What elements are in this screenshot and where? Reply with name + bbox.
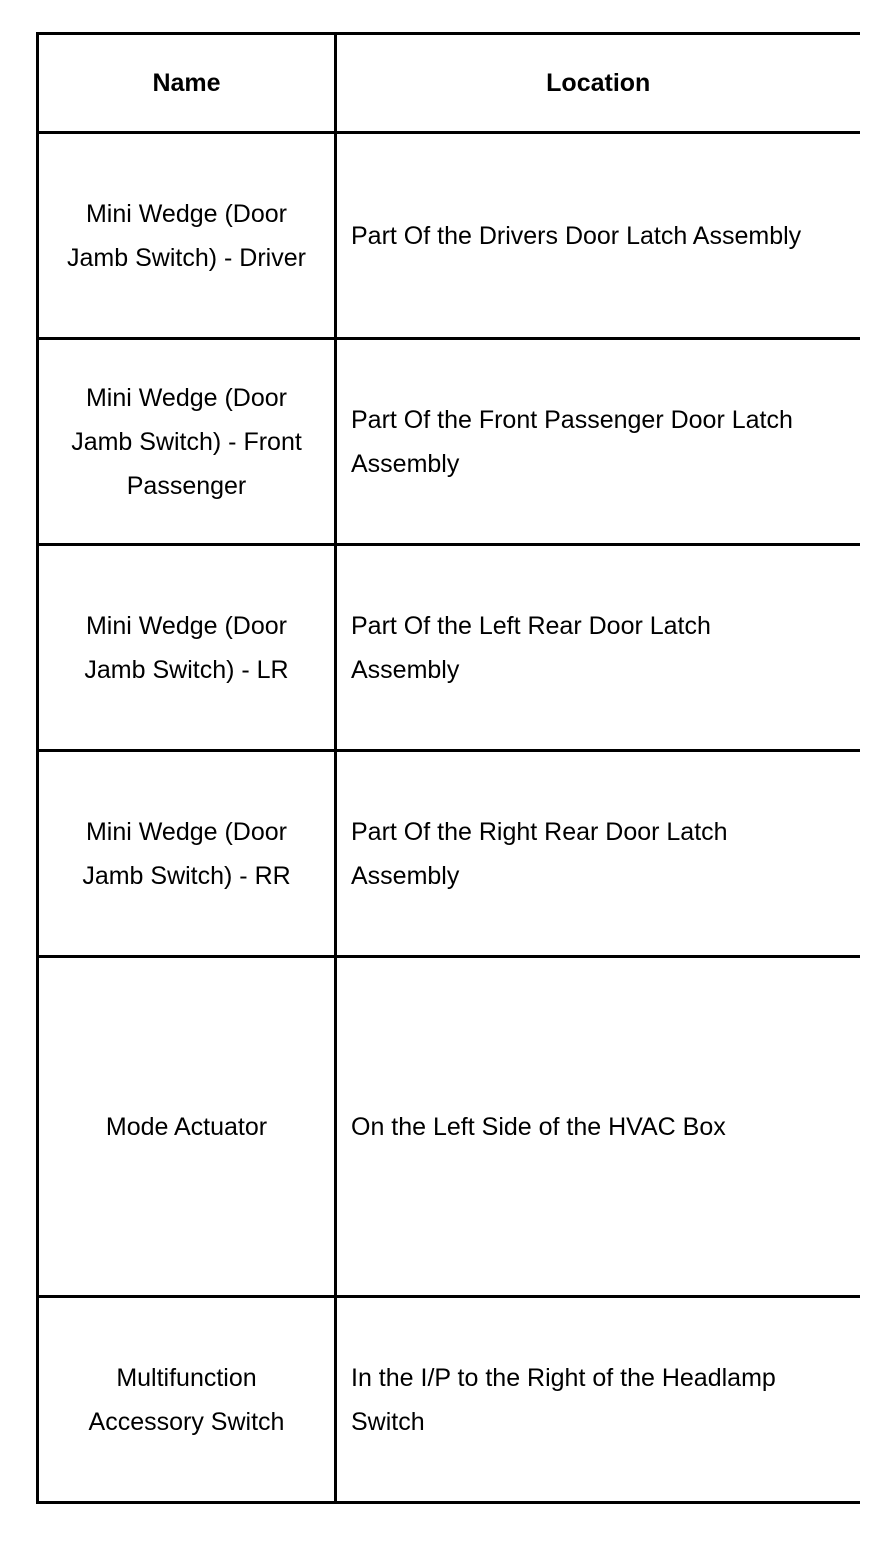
location-cell: In the I/P to the Right of the Headlamp Switch: [336, 1297, 860, 1503]
location-cell: Part Of the Left Rear Door Latch Assembly: [336, 545, 860, 751]
table-row: [38, 751, 860, 957]
name-cell: Mini Wedge (Door Jamb Switch) - Driver: [38, 133, 336, 339]
table-row: [38, 133, 860, 339]
name-column-header: Name: [38, 34, 336, 133]
table-row: [38, 339, 860, 545]
name-cell: Mini Wedge (Door Jamb Switch) - LR: [38, 545, 336, 751]
name-cell: Multifunction Accessory Switch: [38, 1297, 336, 1503]
name-cell: Mode Actuator: [38, 957, 336, 1297]
component-location-table: [36, 32, 860, 1504]
name-cell: Mini Wedge (Door Jamb Switch) - Front Passenger: [38, 339, 336, 545]
component-location-table-wrapper: [36, 32, 858, 1504]
location-column-header: Location: [336, 34, 860, 133]
name-cell: Mini Wedge (Door Jamb Switch) - RR: [38, 751, 336, 957]
header-row: [38, 34, 860, 133]
location-cell: Part Of the Drivers Door Latch Assembly: [336, 133, 860, 339]
table-row: [38, 1297, 860, 1503]
location-cell: On the Left Side of the HVAC Box: [336, 957, 860, 1297]
table-row: [38, 957, 860, 1297]
location-cell: Part Of the Front Passenger Door Latch Assembly: [336, 339, 860, 545]
table-row: [38, 545, 860, 751]
location-cell: Part Of the Right Rear Door Latch Assembly: [336, 751, 860, 957]
